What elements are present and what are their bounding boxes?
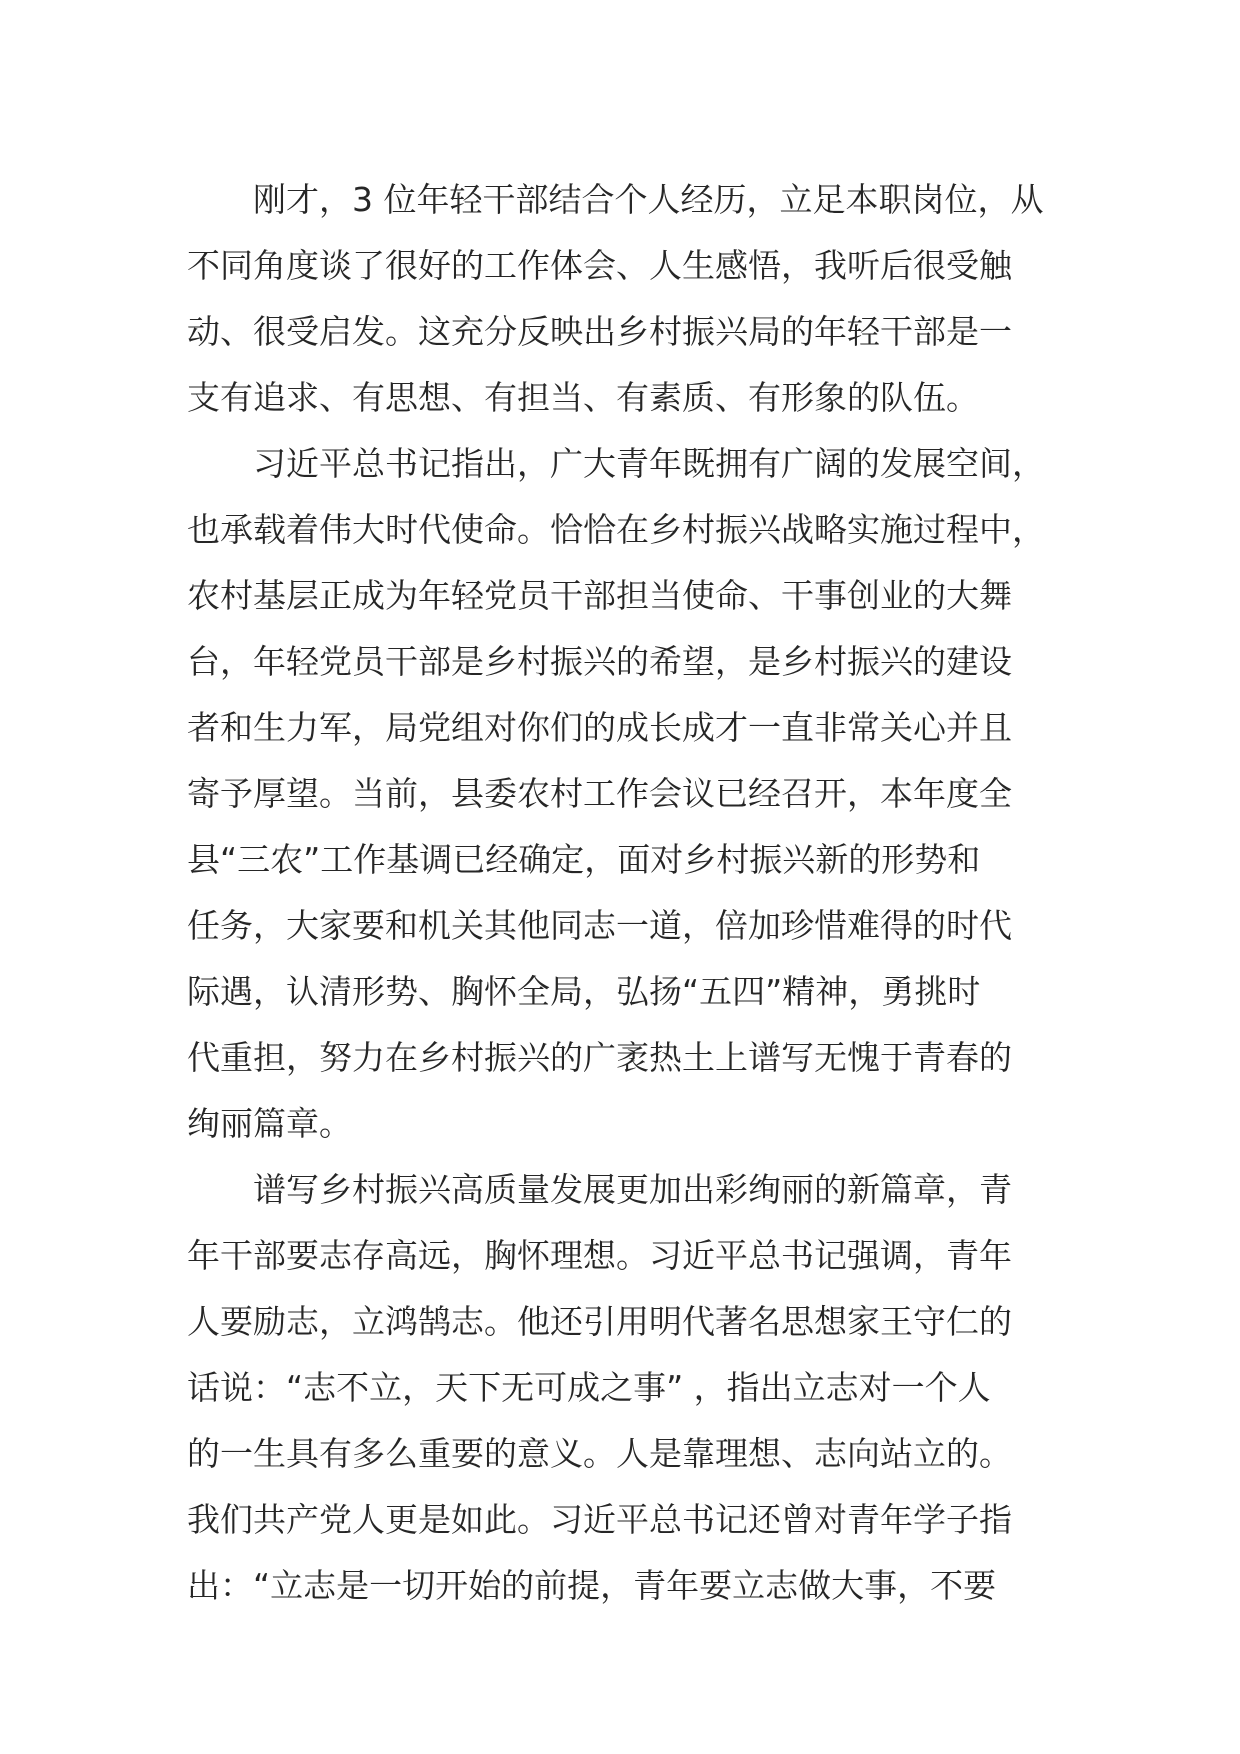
text-line: 县“三农”工作基调已经确定，面对乡村振兴新的形势和	[187, 840, 981, 879]
text-line: 谱写乡村振兴高质量发展更加出彩绚丽的新篇章，青	[253, 1170, 1012, 1209]
text-line: 习近平总书记指出，广大青年既拥有广阔的发展空间，	[253, 444, 1045, 483]
text-line: 动、很受启发。这充分反映出乡村振兴局的年轻干部是一	[187, 312, 1012, 351]
text-line: 台，年轻党员干部是乡村振兴的希望，是乡村振兴的建设	[187, 642, 1012, 681]
document-body	[187, 167, 1055, 1619]
paragraph-1	[187, 167, 1055, 431]
paragraph-3	[187, 1157, 1055, 1619]
text-line: 代重担，努力在乡村振兴的广袤热土上谱写无愧于青春的	[187, 1038, 1012, 1077]
text-line: 人要励志，立鸿鹄志。他还引用明代著名思想家王守仁的	[187, 1302, 1012, 1341]
text-line: 农村基层正成为年轻党员干部担当使命、干事创业的大舞	[187, 576, 1012, 615]
text-line: 绚丽篇章。	[187, 1104, 352, 1143]
text-line: 话说：“志不立，天下无可成之事” ，指出立志对一个人	[187, 1368, 991, 1407]
text-line: 寄予厚望。当前，县委农村工作会议已经召开，本年度全	[187, 774, 1012, 813]
text-line: 刚才，3 位年轻干部结合个人经历，立足本职岗位，从	[253, 180, 1044, 219]
text-line: 出：“立志是一切开始的前提，青年要立志做大事，不要	[187, 1566, 997, 1605]
text-line: 我们共产党人更是如此。习近平总书记还曾对青年学子指	[187, 1500, 1012, 1539]
text-line: 不同角度谈了很好的工作体会、人生感悟，我听后很受触	[187, 246, 1012, 285]
text-line: 者和生力军，局党组对你们的成长成才一直非常关心并且	[187, 708, 1012, 747]
text-line: 年干部要志存高远，胸怀理想。习近平总书记强调，青年	[187, 1236, 1012, 1275]
text-line: 的一生具有多么重要的意义。人是靠理想、志向站立的。	[187, 1434, 1012, 1473]
text-line: 支有追求、有思想、有担当、有素质、有形象的队伍。	[187, 378, 979, 417]
text-line: 际遇，认清形势、胸怀全局，弘扬“五四”精神，勇挑时	[187, 972, 981, 1011]
text-line: 也承载着伟大时代使命。恰恰在乡村振兴战略实施过程中，	[187, 510, 1045, 549]
text-line: 任务，大家要和机关其他同志一道，倍加珍惜难得的时代	[187, 906, 1012, 945]
paragraph-2	[187, 431, 1055, 1157]
